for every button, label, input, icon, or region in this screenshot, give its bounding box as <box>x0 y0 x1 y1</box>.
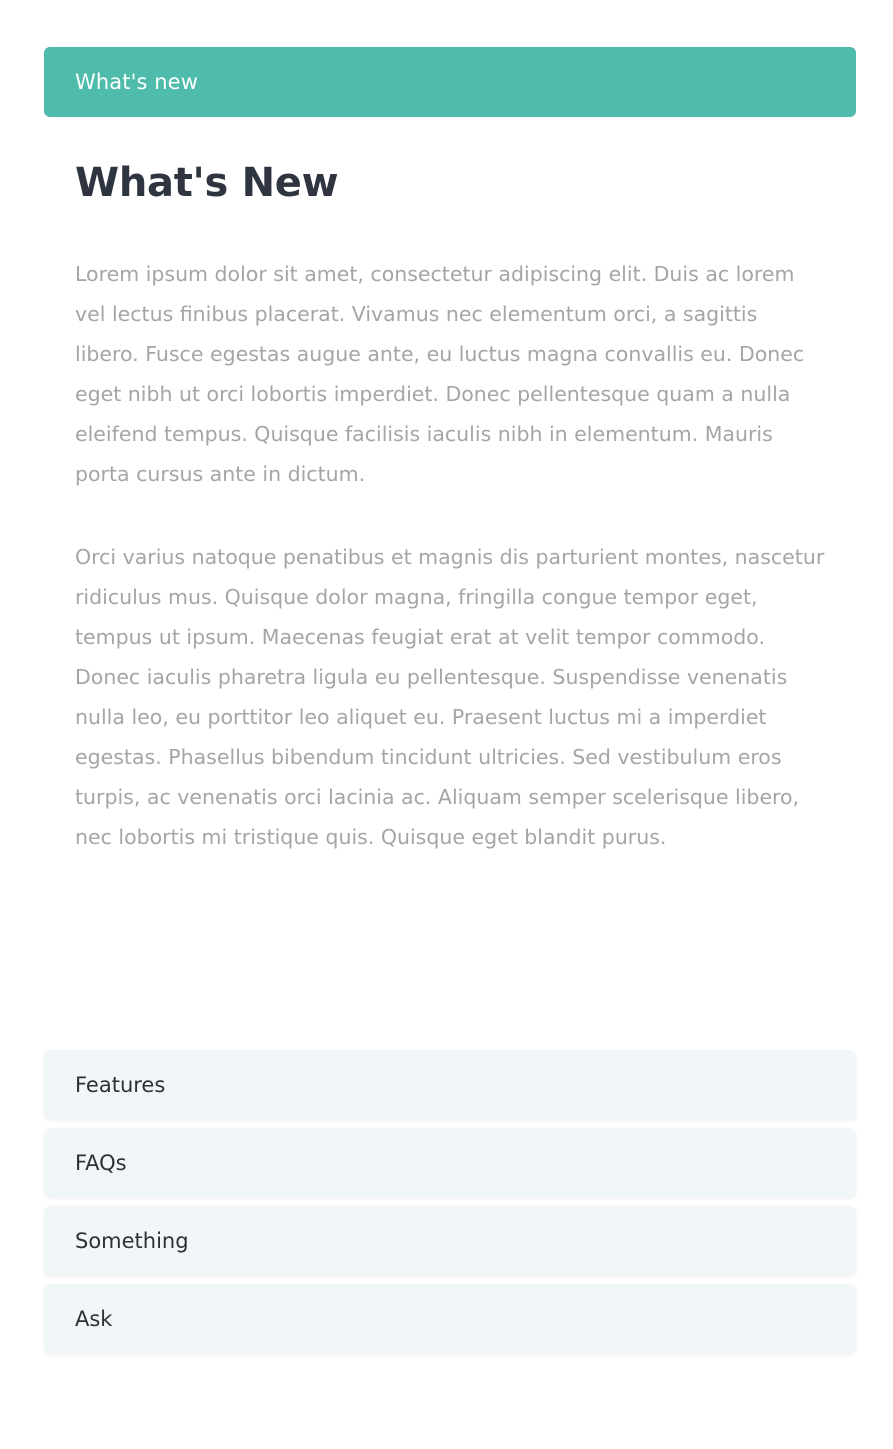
accordion-active-section <box>44 47 856 857</box>
panel-paragraph-2: Orci varius natoque penatibus et magnis dis parturient montes, nascetur ridiculus mus. Quisque dolor magna, fringilla congue tempor eget, tempus ut ipsum. Maecenas feugiat erat at velit tempor commodo. Donec iaculis pharetra ligula eu pellentesque. Suspendisse venenatis nulla leo, eu porttitor leo aliquet eu. Praesent luctus mi a imperdiet egestas. Phasellus bibendum tincidunt ultricies. Sed vestibulum eros turpis, ac venenatis orci lacinia ac. Aliquam semper scelerisque libero, nec lobortis mi tristique quis. Quisque eget blandit purus. <box>75 545 825 849</box>
panel-paragraph-1: Lorem ipsum dolor sit amet, consectetur adipiscing elit. Duis ac lorem vel lectus finibus placerat. Vivamus nec elementum orci, a sagittis libero. Fusce egestas augue ante, eu luctus magna convallis eu. Donec eget nibh ut orci lobortis imperdiet. Donec pellentesque quam a nulla eleifend tempus. Quisque facilisis iaculis nibh in elementum. Mauris porta cursus ante in dictum. <box>75 262 805 486</box>
accordion-panel <box>44 157 856 857</box>
accordion-item-something[interactable] <box>44 1206 856 1275</box>
accordion-header-whats-new[interactable] <box>44 47 856 117</box>
accordion-item-features[interactable] <box>44 1050 856 1119</box>
accordion-header-label: What's new <box>75 70 198 94</box>
accordion-item-label: FAQs <box>75 1150 127 1175</box>
accordion-item-label: Something <box>75 1228 189 1253</box>
panel-title: What's New <box>75 160 339 206</box>
accordion-collapsed-items <box>44 1050 856 1362</box>
accordion-item-ask[interactable] <box>44 1284 856 1353</box>
accordion-item-label: Features <box>75 1072 166 1097</box>
accordion-item-faqs[interactable] <box>44 1128 856 1197</box>
accordion-item-label: Ask <box>75 1306 113 1331</box>
